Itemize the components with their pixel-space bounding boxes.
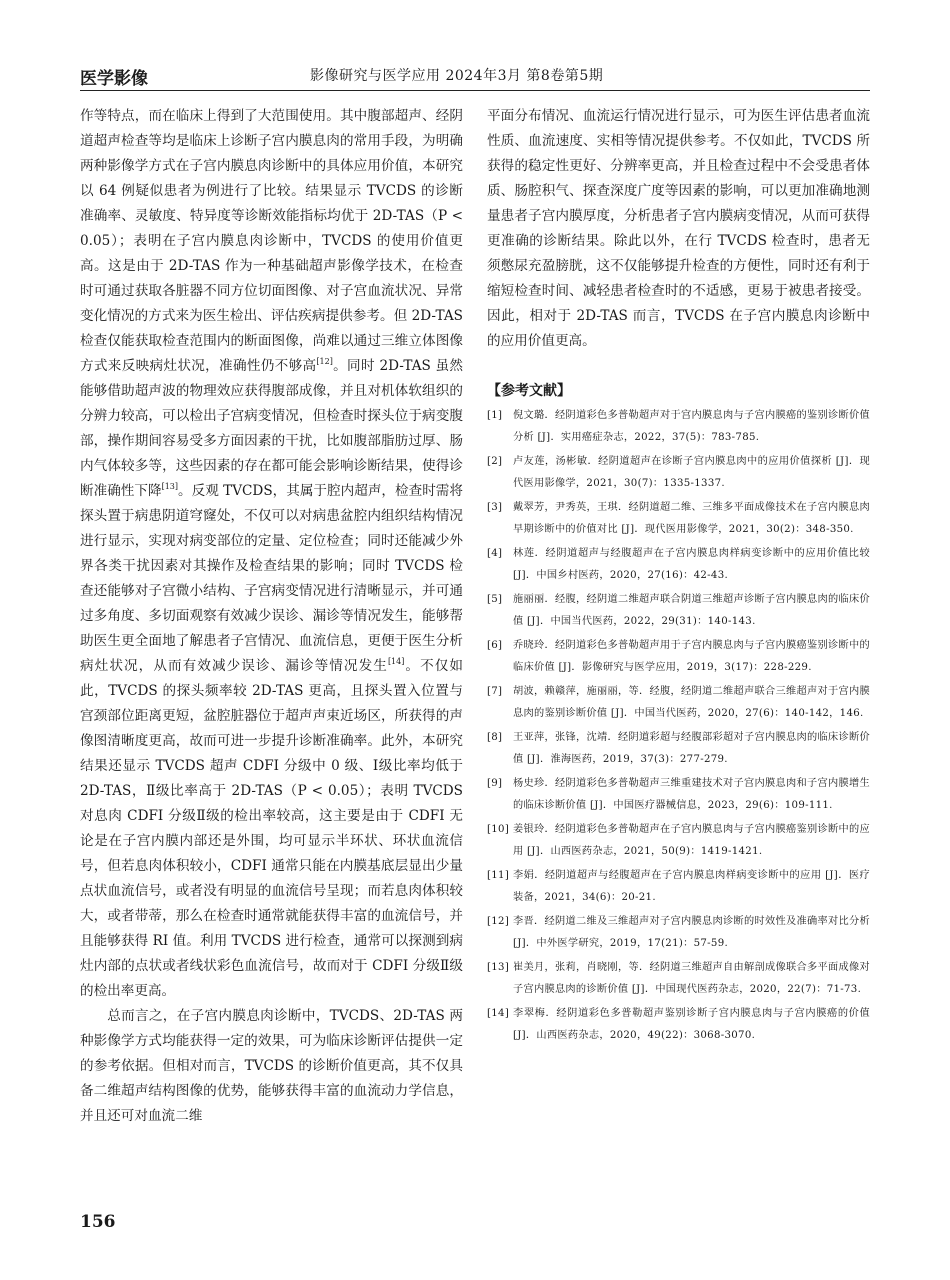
body-paragraph: 平面分布情况、血流运行情况进行显示，可为医生评估患者血流性质、血流速度、实相等情况提供参考。不仅如此，TVCDS 所获得的稳定性更好、分辨率更高，并且检查过程中不会受患者体质、肠腔积气、探查深度广度等因素的影响，可以更加准确地测量患者子宫内膜厚度，分析患者子宫内膜病变情况，从而可获得更准确的诊断结果。除此以外，在行 TVCDS 检查时，患者无须憋尿充盈膀胱，这不仅能够提升检查的方便性，同时还有利于缩短检查时间、减轻患者检查时的不适感，更易于被患者接受。因此，相对于 2D-TAS 而言，TVCDS 在子宫内膜息肉诊断中的应用价值更高。	[487, 108, 870, 349]
reference-text: 李晋．经阴道二维及三维超声对子宫内膜息肉诊断的时效性及准确率对比分析 [J]．中外医学研究，2019，17(21)：57-59.	[513, 916, 870, 949]
reference-number: [9]	[487, 778, 503, 789]
section-title: 医学影像	[80, 69, 148, 89]
reference-text: 姜银玲．经阴道彩色多普勒超声在子宫内膜息肉与子宫内膜癌鉴别诊断中的应用 [J]．山西医药杂志，2021，50(9)：1419-1421.	[513, 824, 870, 857]
reference-item	[487, 773, 870, 816]
paragraph-text: 。反观 TVCDS，其属于腔内超声，检查时需将探头置于病患阴道穹窿处，不仅可以对病患盆腔内组织结构情况进行显示，实现对病变部位的定量、定位检查；同时还能减少外界各类干扰因素对其操作及检查结果的影响；同时 TVCDS 检查还能够对子宫微小结构、子宫病变情况进行清晰显示，并可通过多角度、多切面观察有效减少误诊、漏诊等情况发生，能够帮助医生更全面地了解患者子宫情况、血流信息，更便于医生分析病灶状况，从而有效减少误诊、漏诊等情况发生	[80, 483, 463, 674]
reference-number: [12]	[487, 916, 510, 927]
reference-item	[487, 727, 870, 770]
reference-number: [11]	[487, 870, 510, 881]
reference-number: [7]	[487, 686, 503, 697]
left-column	[80, 104, 463, 1204]
reference-number: [6]	[487, 640, 503, 651]
page-number: 156	[80, 1212, 116, 1232]
conclusion-paragraph: 总而言之，在子宫内膜息肉诊断中，TVCDS、2D-TAS 两种影像学方式均能获得一定的效果，可为临床诊断评估提供一定的参考依据。但相对而言，TVCDS 的诊断价值更高，其不仅具备二维超声结构图像的优势，能够获得丰富的血流动力学信息，并且还可对血流二维	[80, 1008, 463, 1124]
reference-text: 乔晓玲．经阴道彩色多普勒超声用于子宫内膜息肉与子宫内膜癌鉴别诊断中的临床价值 [J]．影像研究与医学应用，2019，3(17)：228-229.	[513, 640, 870, 673]
journal-info: 影像研究与医学应用 2024年3月 第8卷第5期	[310, 68, 604, 84]
reference-item	[487, 681, 870, 724]
reference-number: [10]	[487, 824, 510, 835]
reference-number: [3]	[487, 502, 503, 513]
reference-text: 李翠梅．经阴道彩色多普勒超声鉴别诊断子宫内膜息肉与子宫内膜癌的价值 [J]．山西医药杂志，2020，49(22)：3068-3070.	[513, 1008, 870, 1041]
reference-number: [1]	[487, 410, 503, 421]
reference-item	[487, 819, 870, 862]
paragraph-text: 作等特点，而在临床上得到了大范围使用。其中腹部超声、经阴道超声检查等均是临床上诊断子宫内膜息肉的常用手段，为明确两种影像学方式在子宫内膜息肉诊断中的具体应用价值，本研究以 64 例疑似患者为例进行了比较。结果显示 TVCDS 的诊断准确率、灵敏度、特异度等诊断效能指标均优于 2D-TAS（P < 0.05）；表明在子宫内膜息肉诊断中，TVCDS 的使用价值更高。这是由于 2D-TAS 作为一种基础超声影像学技术，在检查时可通过获取各脏器不同方位切面图像、对子宫血流状况、异常变化情况的方式来为医生检出、评估疾病提供参考。但 2D-TAS 检查仅能获取检查范围内的断面图像，尚难以通过三维立体图像方式来反映病灶状况，准确性仍不够高	[80, 108, 463, 374]
reference-item	[487, 865, 870, 908]
reference-text: 倪文璐．经阴道彩色多普勒超声对于宫内膜息肉与子宫内膜癌的鉴别诊断价值分析 [J]．实用癌症杂志，2022，37(5)：783-785.	[513, 410, 870, 443]
reference-item	[487, 635, 870, 678]
reference-text: 林莲．经阴道超声与经腹超声在子宫内膜息肉样病变诊断中的应用价值比较 [J]．中国乡村医药，2020，27(16)：42-43.	[513, 548, 870, 581]
reference-number: [5]	[487, 594, 503, 605]
reference-number: [4]	[487, 548, 503, 559]
reference-text: 崔美月，张莉，肖晓刚，等．经阴道三维超声自由解剖成像联合多平面成像对子宫内膜息肉的诊断价值 [J]．中国现代医药杂志，2020，22(7)：71-73.	[513, 962, 870, 995]
reference-text: 胡波，赖赣萍，施丽丽，等．经腹，经阴道二维超声联合三维超声对于宫内膜息肉的鉴别诊断价值 [J]．中国当代医药，2020，27(6)：140-142，146.	[513, 686, 870, 719]
reference-item	[487, 497, 870, 540]
references-heading: 【参考文献】	[487, 383, 571, 399]
reference-text: 戴翠芳，尹秀英，王琪．经阴道超二维、三维多平面成像技术在子宫内膜息肉早期诊断中的价值对比 [J]．现代医用影像学，2021，30(2)：348-350.	[513, 502, 870, 535]
right-column	[487, 104, 870, 1204]
reference-text: 王亚萍，张锋，沈靖．经阴道彩超与经腹部彩超对子宫内膜息肉的临床诊断价值 [J]．淮海医药，2019，37(3)：277-279.	[513, 732, 870, 765]
reference-item	[487, 1003, 870, 1046]
reference-item	[487, 957, 870, 1000]
reference-number: [8]	[487, 732, 503, 743]
paragraph-text: 。不仅如此，TVCDS 的探头频率较 2D-TAS 更高，且探头置入位置与宫颈部位距离更短，盆腔脏器位于超声声束近场区，所获得的声像图清晰度更高，故而可进一步提升诊断准确率。此外，本研究结果还显示 TVCDS 超声 CDFI 分级中 0 级、Ⅰ级比率均低于 2D-TAS，Ⅱ级比率高于 2D-TAS（P < 0.05）；表明 TVCDS 对息肉 CDFI 分级Ⅱ级的检出率较高，这主要是由于 CDFI 无论是在子宫内膜内部还是外围，均可显示半环状、环状血流信号，但若息肉体积较小，CDFI 通常只能在内膜基底层显出少量点状血流信号，或者没有明显的血流信号呈现；而若息肉体积较大，或者带蒂，那么在检查时通常就能获得丰富的血流信号，并且能够获得 RI 值。利用 TVCDS 进行检查，通常可以探测到病灶内部的点状或者线状彩色血流信号，故而对于 CDFI 分级Ⅱ级的检出率更高。	[80, 658, 463, 999]
reference-number: [14]	[487, 1008, 510, 1019]
reference-text: 李娟．经阴道超声与经腹超声在子宫内膜息肉样病变诊断中的应用 [J]．医疗装备，2021，34(6)：20-21.	[513, 870, 870, 903]
reference-item	[487, 589, 870, 632]
reference-item	[487, 911, 870, 954]
citation-marker: [14]	[387, 657, 405, 666]
citation-marker: [13]	[161, 482, 179, 491]
citation-marker: [12]	[316, 357, 333, 366]
body-paragraph	[80, 104, 463, 1004]
paragraph-text: 。同时 2D-TAS 虽然能够借助超声波的物理效应获得腹部成像，并且对机体软组织的分辨力较高，可以检出子宫病变情况，但检查时探头位于病变腹部，操作期间容易受多方面因素的干扰，比如腹部脂肪过厚、肠内气体较多等，这些因素的存在都可能会影响诊断结果，使得诊断准确性下降	[80, 358, 463, 499]
reference-list	[487, 405, 870, 1046]
reference-text: 卢友莲，汤彬敏．经阴道超声在诊断子宫内膜息肉中的应用价值探析 [J]．现代医用影像学，2021，30(7)：1335-1337.	[513, 456, 870, 489]
reference-item	[487, 451, 870, 494]
running-header	[80, 60, 870, 91]
reference-number: [13]	[487, 962, 510, 973]
reference-item	[487, 405, 870, 448]
reference-text: 施丽丽．经腹，经阴道二维超声联合阴道三维超声诊断子宫内膜息肉的临床价值 [J]．中国当代医药，2022，29(31)：140-143.	[513, 594, 870, 627]
reference-text: 杨史珍．经阴道彩色多普勒超声三维重建技术对子宫内膜息肉和子宫内膜增生的临床诊断价值 [J]．中国医疗器械信息，2023，29(6)：109-111.	[513, 778, 870, 811]
reference-item	[487, 543, 870, 586]
reference-number: [2]	[487, 456, 503, 467]
